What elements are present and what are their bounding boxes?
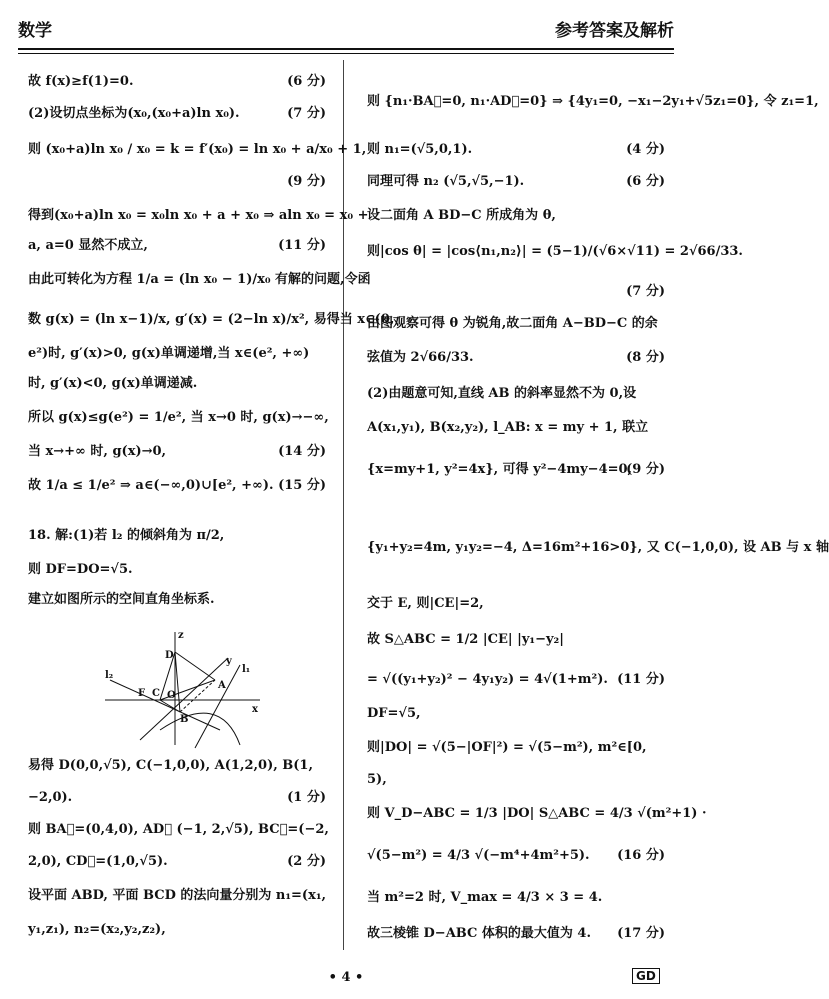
text-line: 所以 g(x)≤g(e²) = 1/e², 当 x→0 时, g(x)→−∞, xyxy=(28,410,329,425)
text-line: 故 S△ABC = 1/2 |CE| |y₁−y₂| xyxy=(367,632,564,647)
score-points: (6 分) xyxy=(626,174,665,189)
score-points: (11 分) xyxy=(617,672,665,687)
text-line: 易得 D(0,0,√5), C(−1,0,0), A(1,2,0), B(1, xyxy=(28,758,314,773)
text-line: 建立如图所示的空间直角坐标系. xyxy=(28,592,215,607)
score-points: (11 分) xyxy=(278,238,326,253)
text-line: 则 DF=DO=√5. xyxy=(28,562,133,577)
text-line: 弦值为 2√66/33. xyxy=(367,350,474,365)
label-z: z xyxy=(178,630,184,641)
label-b: B xyxy=(180,714,189,725)
header-title: 参考答案及解析 xyxy=(555,21,674,41)
text-line: 同理可得 n₂ (√5,√5,−1). xyxy=(367,174,525,189)
label-y: y xyxy=(226,656,232,667)
edge-da xyxy=(175,652,215,680)
l2-line xyxy=(110,680,220,730)
label-c: C xyxy=(152,688,160,699)
score-points: (9 分) xyxy=(626,462,665,477)
label-d: D xyxy=(165,650,174,661)
edge-db xyxy=(175,652,180,712)
text-line: 数 g(x) = (ln x−1)/x, g′(x) = (2−ln x)/x², 易得当 x∈(0, xyxy=(28,312,395,327)
subject-label: 数学 xyxy=(18,21,52,41)
text-line: 18. 解:(1)若 l₂ 的倾斜角为 π/2, xyxy=(28,528,225,543)
text-line: DF=√5, xyxy=(367,706,421,721)
text-line: 故 1/a ≤ 1/e² ⇒ a∈(−∞,0)∪[e², +∞). xyxy=(28,478,274,493)
text-line: (2)设切点坐标为(x₀,(x₀+a)ln x₀). xyxy=(28,106,240,121)
text-line: 则|DO| = √(5−|OF|²) = √(5−m²), m²∈[0, xyxy=(367,740,647,755)
text-line: 由此可转化为方程 1/a = (ln x₀ − 1)/x₀ 有解的问题,令函 xyxy=(28,272,371,287)
label-f: F xyxy=(138,688,146,699)
score-points: (8 分) xyxy=(626,350,665,365)
text-line: 则 {n₁·BA⃗=0, n₁·AD⃗=0} ⇒ {4y₁=0, −x₁−2y₁+√5z₁=0}, 令 z₁=1, xyxy=(367,94,819,109)
score-points: (4 分) xyxy=(626,142,665,157)
text-line: 设二面角 A BD−C 所成角为 θ, xyxy=(367,208,556,223)
text-line: {y₁+y₂=4m, y₁y₂=−4, Δ=16m²+16>0}, 又 C(−1,0,0), 设 AB 与 x 轴 xyxy=(367,540,829,555)
text-line: a, a=0 显然不成立, xyxy=(28,238,148,253)
text-line: y₁,z₁), n₂=(x₂,y₂,z₂), xyxy=(28,922,166,937)
label-l2: l₂ xyxy=(105,670,114,681)
l1-line xyxy=(195,665,240,748)
text-line: A(x₁,y₁), B(x₂,y₂), l_AB: x = my + 1, 联立 xyxy=(367,420,649,435)
label-l1: l₁ xyxy=(242,664,251,675)
text-line: 5), xyxy=(367,772,387,787)
text-line: = √((y₁+y₂)² − 4y₁y₂) = 4√(1+m²). xyxy=(367,672,608,687)
text-line: 则|cos θ| = |cos⟨n₁,n₂⟩| = (5−1)/(√6×√11) = 2√66/33. xyxy=(367,244,743,259)
text-line: (2)由题意可知,直线 AB 的斜率显然不为 0,设 xyxy=(367,386,637,401)
text-line: 则 n₁=(√5,0,1). xyxy=(367,142,473,157)
label-a: A xyxy=(218,680,226,691)
score-points: (2 分) xyxy=(287,854,326,869)
text-line: 则 (x₀+a)ln x₀ / x₀ = k = f′(x₀) = ln x₀ + a/x₀ + 1, xyxy=(28,142,367,157)
text-line: 由图观察可得 θ 为锐角,故二面角 A−BD−C 的余 xyxy=(367,316,658,331)
text-line: 当 x→+∞ 时, g(x)→0, xyxy=(28,444,167,459)
parabola-curve xyxy=(160,713,240,745)
right-column xyxy=(367,0,829,999)
score-points: (15 分) xyxy=(278,478,326,493)
edge-ba xyxy=(180,680,215,712)
score-points: (9 分) xyxy=(287,174,326,189)
score-points: (14 分) xyxy=(278,444,326,459)
text-line: −2,0). xyxy=(28,790,73,805)
label-o: O xyxy=(167,690,176,701)
text-line: 交于 E, 则|CE|=2, xyxy=(367,596,484,611)
text-line: 则 V_D−ABC = 1/3 |DO| S△ABC = 4/3 √(m²+1) · xyxy=(367,806,707,821)
text-line: 2,0), CD⃗=(1,0,√5). xyxy=(28,854,168,869)
score-points: (16 分) xyxy=(617,848,665,863)
text-line: 设平面 ABD, 平面 BCD 的法向量分别为 n₁=(x₁, xyxy=(28,888,327,903)
score-points: (6 分) xyxy=(287,74,326,89)
page-number: • 4 • xyxy=(328,970,364,985)
text-line: 故三棱锥 D−ABC 体积的最大值为 4. xyxy=(367,926,591,941)
column-divider xyxy=(343,60,344,950)
coordinate-figure xyxy=(100,630,270,750)
score-points: (7 分) xyxy=(287,106,326,121)
text-line: e²)时, g′(x)>0, g(x)单调递增,当 x∈(e², +∞) xyxy=(28,346,310,361)
region-code-badge: GD xyxy=(632,968,660,984)
score-points: (7 分) xyxy=(626,284,665,299)
text-line: 得到(x₀+a)ln x₀ = x₀ln x₀ + a + x₀ ⇒ aln x₀ = x₀ + xyxy=(28,208,369,223)
text-line: 当 m²=2 时, V_max = 4/3 × 3 = 4. xyxy=(367,890,603,905)
text-line: {x=my+1, y²=4x}, 可得 y²−4my−4=0, xyxy=(367,462,633,477)
score-points: (1 分) xyxy=(287,790,326,805)
text-line: 故 f(x)≥f(1)=0. xyxy=(28,74,134,89)
score-points: (17 分) xyxy=(617,926,665,941)
label-x: x xyxy=(252,704,258,715)
text-line: 则 BA⃗=(0,4,0), AD⃗ (−1, 2,√5), BC⃗=(−2, xyxy=(28,822,329,837)
text-line: √(5−m²) = 4/3 √(−m⁴+4m²+5). xyxy=(367,848,590,863)
text-line: 时, g′(x)<0, g(x)单调递减. xyxy=(28,376,198,391)
